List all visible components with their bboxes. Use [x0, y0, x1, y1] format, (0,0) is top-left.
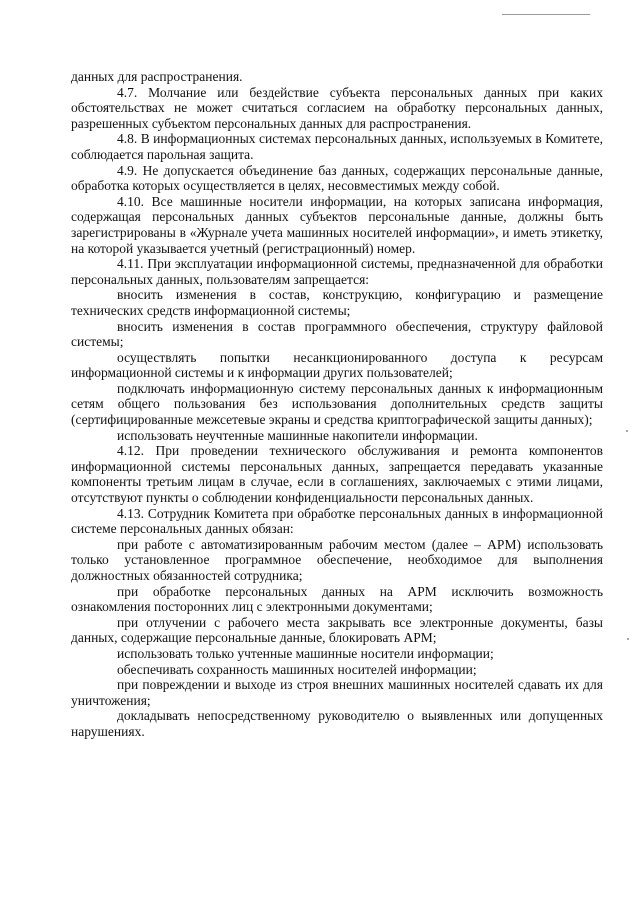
list-item-4-13-c: при отлучении с рабочего места закрывать все электронные документы, базы данных, содержащие персональные данные, блокировать АРМ; [71, 614, 603, 646]
scan-speck [627, 638, 629, 640]
paragraph-4-11: 4.11. При эксплуатации информационной системы, предназначенной для обработки персональных данных, пользователям запрещается: [71, 256, 603, 287]
paragraph-continuation: данных для распространения. [71, 69, 243, 84]
list-item-4-11-d: подключать информационную систему персональных данных к информационным сетям общего пользования без использования дополнительных средств защиты (сертифицированные межсетевые экраны и средства криптографической защиты данных); [71, 380, 603, 428]
paragraph-4-13: 4.13. Сотрудник Комитета при обработке персональных данных в информационной системе персональных данных обязан: [71, 505, 603, 537]
paragraph-4-7: 4.7. Молчание или бездействие субъекта персональных данных при каких обстоятельствах не может считаться согласием на обработку персональных данных, разрешенных субъектом персональных данных для распространения. [71, 84, 603, 131]
list-item-4-11-a: вносить изменения в состав, конструкцию, конфигурацию и размещение технических средств информационной системы; [71, 287, 603, 318]
list-item-4-13-e: обеспечивать сохранность машинных носителей информации; [117, 661, 477, 677]
scan-speck [626, 430, 628, 432]
paragraph-4-9: 4.9. Не допускается объединение баз данных, содержащих персональные данные, обработка которых осуществляется в целях, несовместимых между собой. [71, 162, 603, 194]
list-item-4-13-d: использовать только учтенные машинные носители информации; [117, 645, 494, 661]
scan-header-line [502, 14, 590, 15]
list-item-4-13-a: при работе с автоматизированным рабочим местом (далее – АРМ) использовать только установленное программное обеспечение, необходимое для выполнения должностных обязанностей сотрудника; [71, 536, 603, 583]
paragraph-4-12: 4.12. При проведении технического обслуживания и ремонта компонентов информационной системы персональных данных, запрещается передавать указанные компоненты третьим лицам в случае, если в соглашениях, заключаемых с этими лицами, отсутствуют пункты о соблюдении конфиденциальности персональных данных. [71, 443, 603, 506]
list-item-4-13-f: при повреждении и выходе из строя внешних машинных носителей сдавать их для уничтожения; [71, 677, 603, 708]
document-body [71, 69, 603, 740]
list-item-4-13-b: при обработке персональных данных на АРМ исключить возможность ознакомления посторонних лиц с электронными документами; [71, 583, 603, 615]
paragraph-4-10: 4.10. Все машинные носители информации, на которых записана информация, содержащая персональных данных субъектов персональные данные, должны быть зарегистрированы в «Журнале учета машинных носителей информации», и иметь этикетку, на которой указывается учетный (регистрационный) номер. [71, 193, 603, 256]
list-item-4-13-g: докладывать непосредственному руководителю о выявленных или допущенных нарушениях. [71, 708, 603, 739]
paragraph-4-8: 4.8. В информационных системах персональных данных, используемых в Комитете, соблюдается парольная защита. [71, 131, 603, 162]
list-item-4-11-e: использовать неучтенные машинные накопители информации. [117, 427, 478, 443]
list-item-4-11-b: вносить изменения в состав программного обеспечения, структуру файловой системы; [71, 318, 603, 350]
list-item-4-11-c: осуществлять попытки несанкционированного доступа к ресурсам информационной системы и к информации других пользователей; [71, 349, 603, 381]
